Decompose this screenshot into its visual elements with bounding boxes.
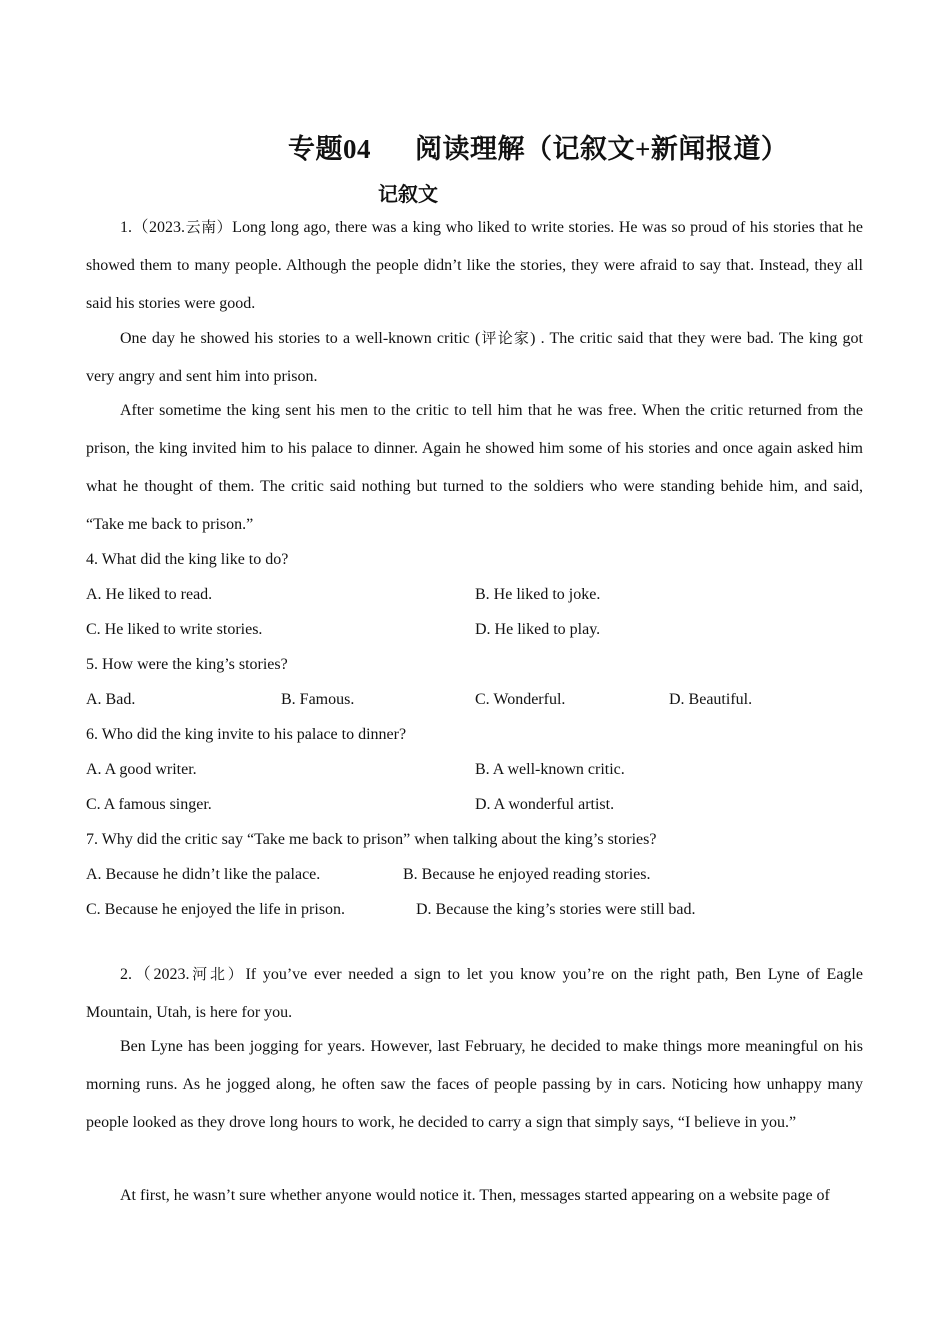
q6-option-d: D. A wonderful artist. <box>475 796 615 813</box>
q5-option-a: A. Bad. <box>86 691 136 708</box>
question-number: 2.（2023. <box>120 966 190 983</box>
section-heading: 记叙文 <box>378 184 438 206</box>
passage2-paragraph2: Ben Lyne has been jogging for years. However, last February, he decided to make things more meaningful on his morning runs. As he jogged along, he often saw the faces of people passing by in cars. Noticing how unhappy many people looked as they drove long hours to work, he decided to carry a sign that simply says, “I believe in you.” <box>86 1038 863 1131</box>
q5-option-d: D. Beautiful. <box>669 691 753 708</box>
paragraph-text: One day he showed his stories to a well-known critic ( <box>120 330 481 347</box>
q5-option-b: B. Famous. <box>281 691 355 708</box>
q4-option-c: C. He liked to write stories. <box>86 621 263 638</box>
title-topic-name: 阅读理解（记叙文+新闻报道） <box>415 134 789 164</box>
q7-option-d: D. Because the king’s stories were still bad. <box>416 901 696 918</box>
page-title <box>288 127 788 166</box>
q7-option-b: B. Because he enjoyed reading stories. <box>403 866 651 883</box>
passage1-paragraph2 <box>86 319 863 396</box>
paragraph-text: ) . The critic said that they were bad. The king got very angry and sent him into prison. <box>86 330 863 385</box>
chinese-gloss: 评论家 <box>480 329 531 347</box>
q7-option-a: A. Because he didn’t like the palace. <box>86 866 321 883</box>
question-number: 1.（2023. <box>120 219 186 236</box>
question-source: 云南） <box>185 218 233 236</box>
paragraph-text: If you’ve ever needed a sign to let you know you’re on the right path, Ben Lyne of Eagle Mountain, Utah, is here for you. <box>86 966 863 1021</box>
passage1-paragraph3: After sometime the king sent his men to the critic to tell him that he was free. When the critic returned from the prison, the king invited him to his palace to dinner. Again he showed him some of his stories and once again asked him what he thought of them. The critic said nothing but turned to the soldiers who were standing behide him, and said, “Take me back to prison.” <box>86 402 863 533</box>
q6-option-a: A. A good writer. <box>86 761 197 778</box>
q4-option-d: D. He liked to play. <box>475 621 601 638</box>
passage1-paragraph1 <box>86 208 863 323</box>
q5-option-c: C. Wonderful. <box>475 691 566 708</box>
q6-option-b: B. A well-known critic. <box>475 761 625 778</box>
question-7: 7. Why did the critic say “Take me back to prison” when talking about the king’s stories? <box>86 831 657 848</box>
paragraph-text: Long long ago, there was a king who liked to write stories. He was so proud of his stories that he showed them to many people. Although the people didn’t like the stories, they were afraid to say that. Instead, they all said his stories were good. <box>86 219 863 312</box>
passage2-paragraph3: At first, he wasn’t sure whether anyone would notice it. Then, messages started appearing on a website page of <box>120 1187 830 1204</box>
question-source: 河北） <box>189 965 246 983</box>
passage2-paragraph1 <box>86 955 863 1032</box>
question-4: 4. What did the king like to do? <box>86 551 289 568</box>
q7-option-c: C. Because he enjoyed the life in prison. <box>86 901 346 918</box>
q4-option-b: B. He liked to joke. <box>475 586 601 603</box>
q6-option-c: C. A famous singer. <box>86 796 212 813</box>
title-topic-number: 专题04 <box>288 134 371 164</box>
question-5: 5. How were the king’s stories? <box>86 656 288 673</box>
q4-option-a: A. He liked to read. <box>86 586 213 603</box>
question-6: 6. Who did the king invite to his palace to dinner? <box>86 726 407 743</box>
